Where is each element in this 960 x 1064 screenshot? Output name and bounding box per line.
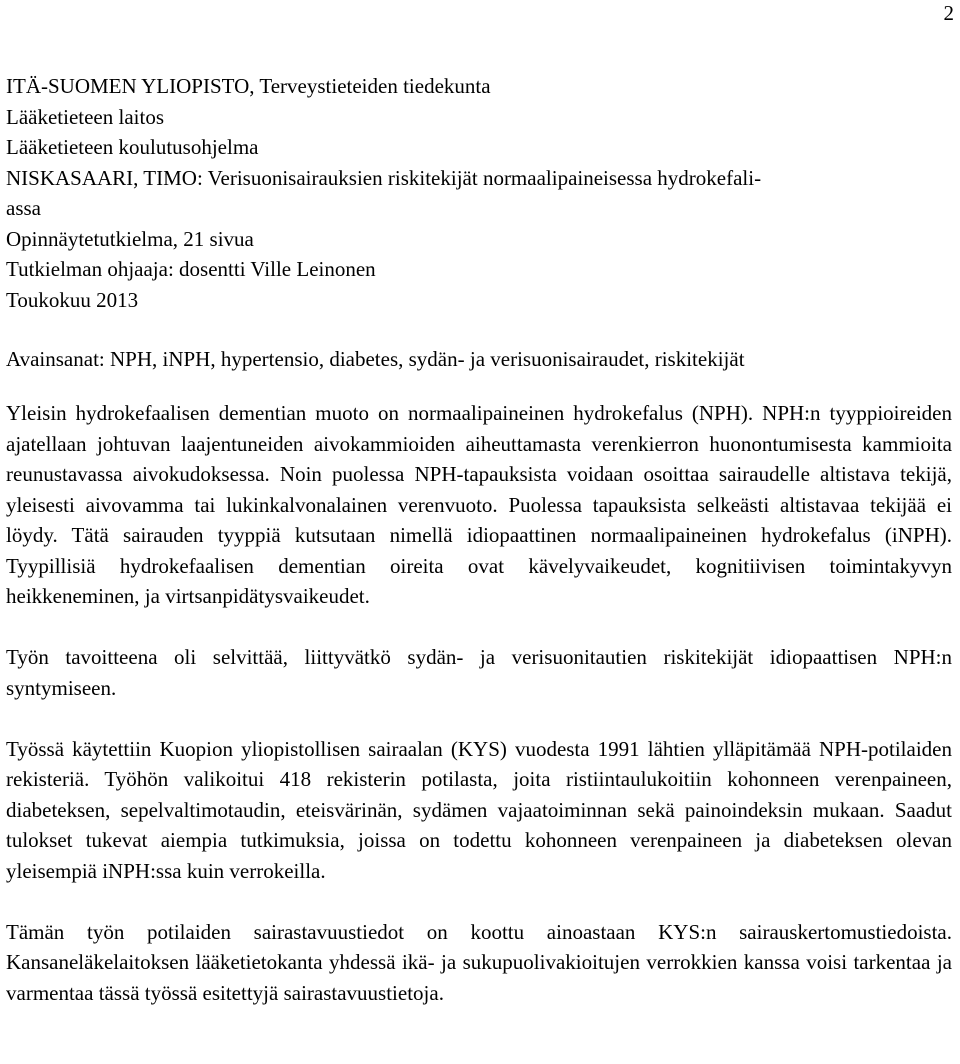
university-faculty-line: ITÄ-SUOMEN YLIOPISTO, Terveystieteiden tiedekunta (6, 74, 491, 98)
date-line: Toukokuu 2013 (6, 287, 139, 312)
programme-line: Lääketieteen koulutusohjelma (6, 135, 259, 159)
thesis-type-line: Opinnäytetutkielma, 21 sivua (6, 226, 254, 251)
abstract-paragraph-background: Yleisin hydrokefaalisen dementian muoto on normaalipaineinen hydrokefalus (NPH). NPH:n tyyppioireiden ajatellaan johtuvan laajentuneiden aivokammioiden aiheuttamasta verenkierron huonontumisesta kammioita reunustavassa aivokudoksessa. Noin puolessa NPH-tapauksista voidaan osoittaa sairaudelle altistava tekijä, yleisesti aivovamma tai lukinkalvonalainen verenvuoto. Puolessa tapauksista selkeästi altistavaa tekijää ei löydy. Tätä sairauden tyyppiä kutsutaan nimellä idiopaattinen normaalipaineinen hydrokefalus (iNPH). Tyypillisiä hydrokefaalisen dementian oireita ovat kävelyvaikeudet, kognitiivisen toimintakyvyn heikkeneminen, ja virtsanpidätysvaikeudet. (6, 401, 952, 608)
abstract-body (6, 398, 952, 1039)
author-title-line: NISKASAARI, TIMO: Verisuonisairauksien riskitekijät normaalipaineisessa hydrokefali- (6, 165, 762, 190)
thesis-header (6, 71, 952, 315)
abstract-paragraph-methods-results: Työssä käytettiin Kuopion yliopistollisen sairaalan (KYS) vuodesta 1991 lähtien ylläpitämää NPH-potilaiden rekisteriä. Työhön valikoitui 418 rekisterin potilasta, joita ristiintaulukoitiin kohonneen verenpaineen, diabeteksen, sepelvaltimotaudin, eteisvärinän, sydämen vajaatoiminnan sekä painoindeksin mukaan. Saadut tulokset tukevat aiempia tutkimuksia, joissa on todettu kohonneen verenpaineen ja diabeteksen olevan yleisempiä iNPH:ssa kuin verrokeilla. (6, 736, 952, 883)
keywords-line: Avainsanat: NPH, iNPH, hypertensio, diabetes, sydän- ja verisuonisairaudet, riskitekijät (6, 347, 745, 371)
department-line: Lääketieteen laitos (6, 104, 165, 129)
supervisor-line: Tutkielman ohjaaja: dosentti Ville Leinonen (6, 257, 376, 281)
author-title-continuation-line: assa (6, 196, 41, 220)
page-number: 2 (943, 1, 954, 25)
abstract-paragraph-limitations: Tämän työn potilaiden sairastavuustiedot on koottu ainoastaan KYS:n sairauskertomustiedoista. Kansaneläkelaitoksen lääketietokanta yhdessä ikä- ja sukupuolivakioitujen verrokkien kanssa voisi tarkentaa ja varmentaa tässä työssä esitettyjä sairastavuustietoja. (6, 919, 952, 1005)
abstract-paragraph-aim: Työn tavoitteena oli selvittää, liittyvätkö sydän- ja verisuonitautien riskitekijät idiopaattisen NPH:n syntymiseen. (6, 645, 952, 700)
